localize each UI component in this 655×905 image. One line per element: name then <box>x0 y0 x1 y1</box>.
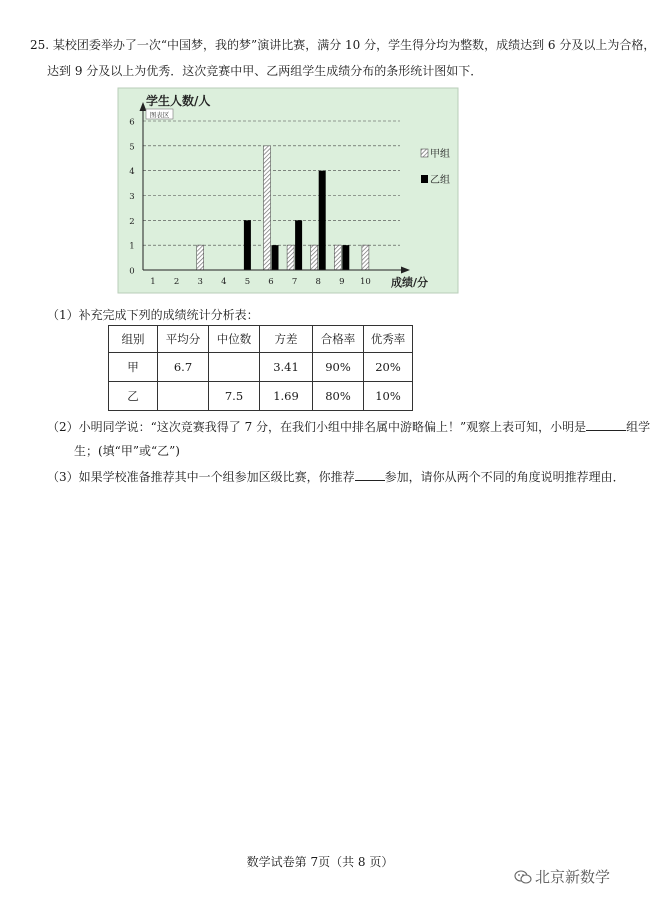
legend-label-yi: 乙组 <box>430 175 450 186</box>
table-cell: 80% <box>313 382 364 411</box>
table-cell-blank[interactable] <box>158 382 209 411</box>
legend-label-jia: 甲组 <box>430 149 450 160</box>
table-cell: 10% <box>364 382 413 411</box>
table-header: 平均分 <box>158 326 209 353</box>
table-header: 方差 <box>260 326 313 353</box>
sub-question-1: （1）补充完成下列的成绩统计分析表： <box>47 308 259 322</box>
x-tick-label: 8 <box>315 277 321 287</box>
y-tick-label: 2 <box>129 216 135 227</box>
legend-swatch-jia <box>421 149 428 157</box>
bar-series-yi <box>272 245 279 270</box>
page-footer: 数学试卷第 7页（共 8 页） <box>246 855 394 869</box>
table-header: 组别 <box>109 326 158 353</box>
bar-series-jia <box>197 245 204 270</box>
watermark-text: 北京新数学 <box>535 868 611 886</box>
table-cell: 1.69 <box>260 382 313 411</box>
y-tick-label: 5 <box>129 142 135 153</box>
answer-blank[interactable] <box>586 418 626 431</box>
bar-series-yi <box>244 220 251 270</box>
question-line-2: 达到 9 分及以上为优秀．这次竞赛中甲、乙两组学生成绩分布的条形统计图如下． <box>47 64 483 78</box>
table-cell: 90% <box>313 353 364 382</box>
table-cell-blank[interactable] <box>209 353 260 382</box>
x-tick-label: 2 <box>173 277 180 287</box>
watermark <box>514 866 610 887</box>
x-tick-label: 4 <box>221 277 227 287</box>
sub2-text-pre: （2）小明同学说：“这次竞赛我得了 7 分，在我们小组中排名属中游略偏上！”观察上表可知，小明是 <box>47 420 587 434</box>
table-header: 合格率 <box>313 326 364 353</box>
chart-area-tag: 图表区 <box>149 111 170 119</box>
bar-chart-svg <box>118 88 458 293</box>
x-tick-label: 5 <box>244 277 251 287</box>
table-header-row <box>109 326 413 353</box>
x-tick-label: 9 <box>339 277 345 287</box>
bar-series-jia <box>362 245 369 270</box>
y-tick-label: 1 <box>129 241 135 252</box>
x-tick-label: 6 <box>268 277 274 287</box>
table-header: 中位数 <box>209 326 260 353</box>
table-cell: 甲 <box>109 353 158 382</box>
stats-table <box>108 325 413 411</box>
bar-series-jia <box>287 245 294 270</box>
wechat-icon <box>514 870 532 885</box>
y-tick-label: 0 <box>129 266 135 277</box>
question-text-1: 某校团委举办了一次“中国梦，我的梦”演讲比赛，满分 10 分，学生得分均为整数，成绩达到 6 分及以上为合格， <box>52 38 655 52</box>
table-cell: 乙 <box>109 382 158 411</box>
sub-question-2-line-2: 生；(填“甲”或“乙”) <box>74 444 180 458</box>
table-cell: 6.7 <box>158 353 209 382</box>
y-axis-label: 学生人数/人 <box>146 94 211 108</box>
legend-swatch-yi <box>421 175 428 183</box>
x-tick-label: 1 <box>150 277 156 287</box>
sub2-text-post: 组学 <box>626 420 651 434</box>
question-line-1 <box>30 36 655 53</box>
bar-series-yi <box>295 220 302 270</box>
y-tick-label: 3 <box>129 192 135 202</box>
table-cell: 20% <box>364 353 413 382</box>
answer-blank[interactable] <box>355 468 385 481</box>
question-number: 25. <box>30 38 50 52</box>
sub3-text-pre: （3）如果学校准备推荐其中一个组参加区级比赛，你推荐 <box>47 470 355 484</box>
bar-series-yi <box>342 245 349 270</box>
x-tick-label: 3 <box>197 277 203 287</box>
x-tick-label: 10 <box>359 277 371 287</box>
bar-series-jia <box>311 245 318 270</box>
table-header: 优秀率 <box>364 326 413 353</box>
table-row <box>109 382 413 411</box>
bar-series-yi <box>319 171 326 270</box>
sub-question-2-line-1 <box>47 418 650 435</box>
bar-series-jia <box>334 245 341 270</box>
x-tick-label: 7 <box>291 277 298 287</box>
y-tick-label: 6 <box>129 117 135 128</box>
bar-chart <box>118 88 458 293</box>
bar-series-jia <box>264 146 271 270</box>
sub3-text-post: 参加，请你从两个不同的角度说明推荐理由． <box>384 470 625 484</box>
x-axis-label: 成绩/分 <box>391 276 429 289</box>
table-row <box>109 353 413 382</box>
y-tick-label: 4 <box>129 167 135 178</box>
table-cell: 7.5 <box>209 382 260 411</box>
table-cell: 3.41 <box>260 353 313 382</box>
sub-question-3 <box>47 468 625 485</box>
